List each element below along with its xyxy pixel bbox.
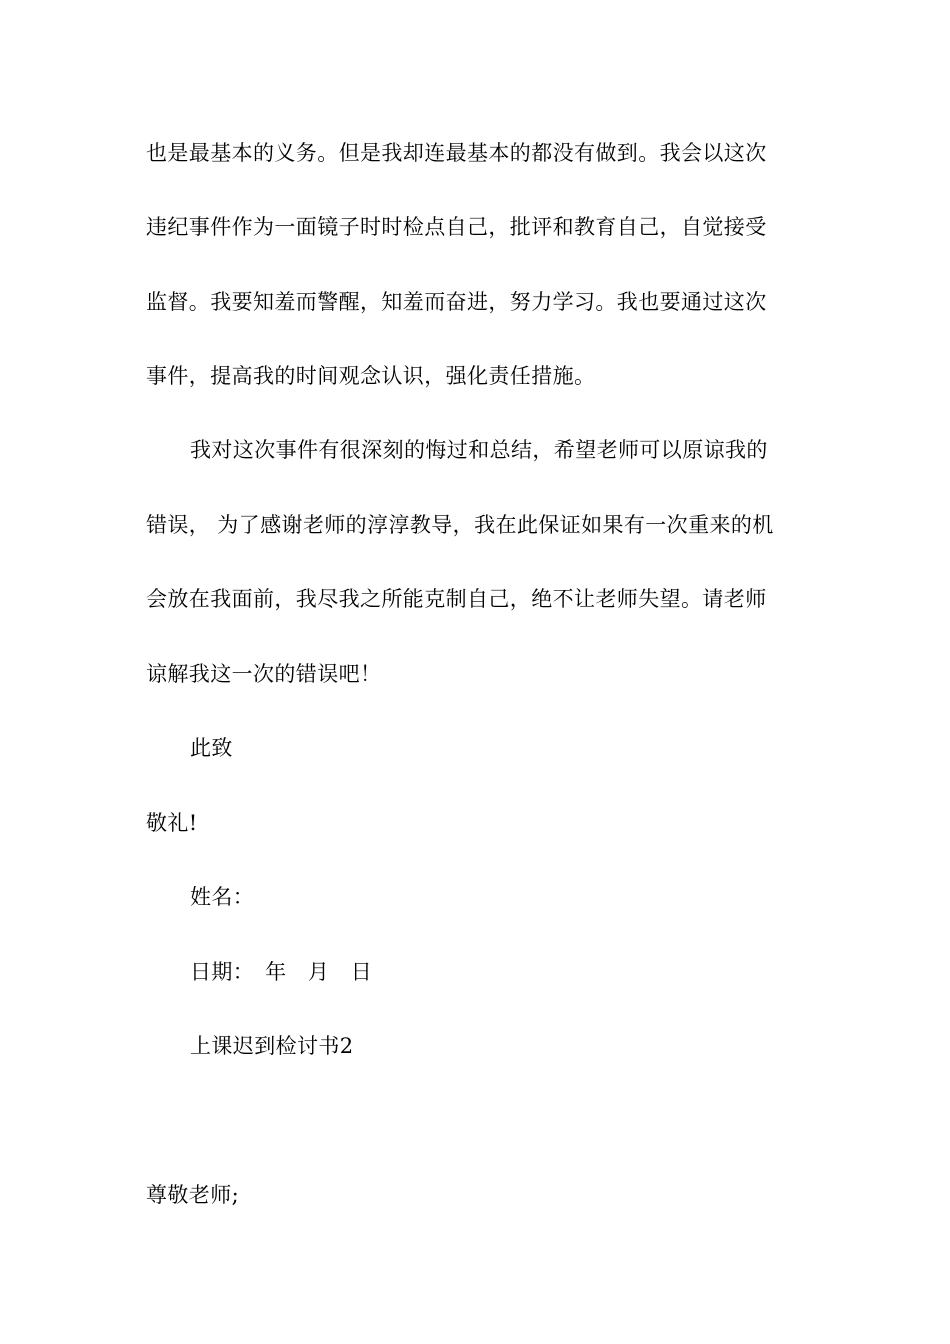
salutation: 尊敬老师; [146,1183,240,1207]
signature-date: 日期： 年 月 日 [190,960,373,984]
paragraph1-line1: 也是最基本的义务。但是我却连最基本的都没有做到。我会以这次 [146,141,767,165]
section-title: 上课迟到检讨书2 [190,1034,354,1058]
paragraph1-line4: 事件，提高我的时间观念认识，强化责任措施。 [146,364,596,388]
paragraph1-line3: 监督。我要知羞而警醒，知羞而奋进，努力学习。我也要通过这次 [146,290,767,314]
closing-cizhi: 此致 [190,736,233,760]
paragraph2-line4: 谅解我这一次的错误吧！ [146,662,382,686]
signature-name: 姓名： [190,885,255,909]
paragraph2-line3: 会放在我面前，我尽我之所能克制自己，绝不让老师失望。请老师 [146,587,767,611]
closing-jingli: 敬礼! [146,811,198,835]
paragraph2-line2: 错误， 为了感谢老师的淳淳教导，我在此保证如果有一次重来的机 [146,513,774,537]
paragraph2-line1: 我对这次事件有很深刻的悔过和总结，希望老师可以原谅我的 [190,438,768,462]
paragraph1-line2: 违纪事件作为一面镜子时时检点自己，批评和教育自己，自觉接受 [146,215,767,239]
